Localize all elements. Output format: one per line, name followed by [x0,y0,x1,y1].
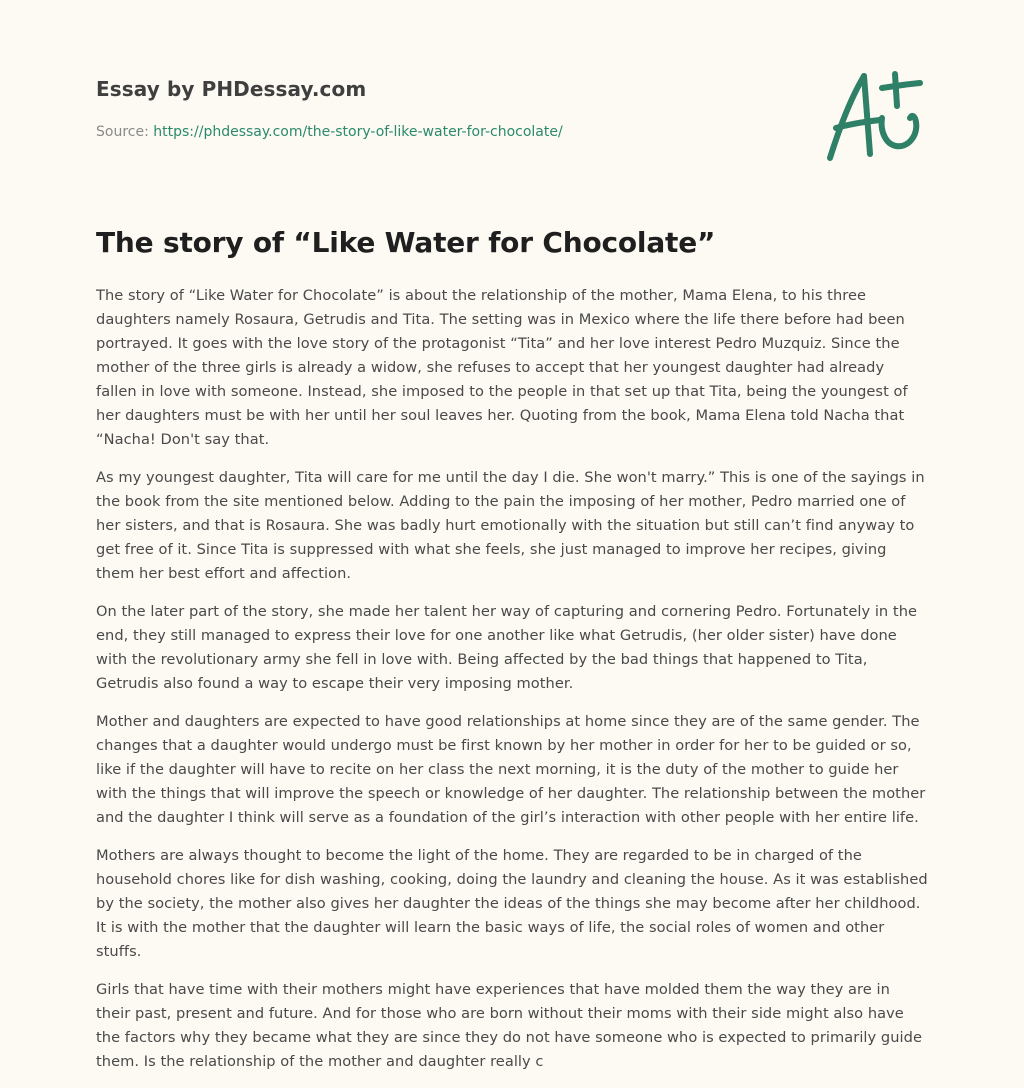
essay-paragraph: The story of “Like Water for Chocolate” is about the relationship of the mother, Mama Elena, to his three daughters namely Rosaura, Getrudis and Tita. The setting was in Mexico where the life there before had been portrayed. It goes with the love story of the protagonist “Tita” and her love interest Pedro Muzquiz. Since the mother of the three girls is already a widow, she refuses to accept that her youngest daughter had already fallen in love with someone. Instead, she imposed to the people in that set up that Tita, being the youngest of her daughters must be with her until her soul leaves her. Quoting from the book, Mama Elena told Nacha that “Nacha! Don't say that. [96,287,908,448]
a-plus-grade-icon [820,66,930,166]
essay-title: The story of “Like Water for Chocolate” [96,226,716,259]
essay-paragraph: As my youngest daughter, Tita will care for me until the day I die. She won't marry.” This is one of the sayings in the book from the site mentioned below. Adding to the pain the imposing of her mother, Pedro married one of her sisters, and that is Rosaura. She was badly hurt emotionally with the situation but still can’t find anyway to get free of it. Since Tita is suppressed with what she feels, she just managed to improve her recipes, giving them her best effort and affection. [96,469,925,582]
source-link[interactable]: https://phdessay.com/the-story-of-like-water-for-chocolate/ [153,124,563,140]
source-line [96,124,563,140]
site-title: Essay by PHDessay.com [96,77,367,101]
essay-paragraph: On the later part of the story, she made her talent her way of capturing and cornering Pedro. Fortunately in the end, they still managed to express their love for one another like what Getrudis, (her older sister) have done with the revolutionary army she fell in love with. Being affected by the bad things that happened to Tita, Getrudis also found a way to escape their very imposing mother. [96,603,918,692]
source-label: Source: [96,124,149,140]
essay-paragraph: Girls that have time with their mothers might have experiences that have molded them the way they are in their past, present and future. And for those who are born without their moms with their side might also have the factors why they became what they are since they do not have someone who is expected to primarily guide them. Is the relationship of the mother and daughter really c [96,981,922,1070]
essay-paragraph: Mothers are always thought to become the light of the home. They are regarded to be in charged of the household chores like for dish washing, cooking, doing the laundry and cleaning the house. As it was established by the society, the mother also gives her daughter the ideas of the things she may become after her childhood. It is with the mother that the daughter will learn the basic ways of life, the social roles of women and other stuffs. [96,847,928,960]
essay-paragraph: Mother and daughters are expected to have good relationships at home since they are of the same gender. The changes that a daughter would undergo must be first known by her mother in order for her to be guided or so, like if the daughter will have to recite on her class the next morning, it is the duty of the mother to guide her with the things that will improve the speech or knowledge of her daughter. The relationship between the mother and the daughter I think will serve as a foundation of the girl’s interaction with other people with her entire life. [96,713,926,826]
essay-body [96,284,928,1088]
